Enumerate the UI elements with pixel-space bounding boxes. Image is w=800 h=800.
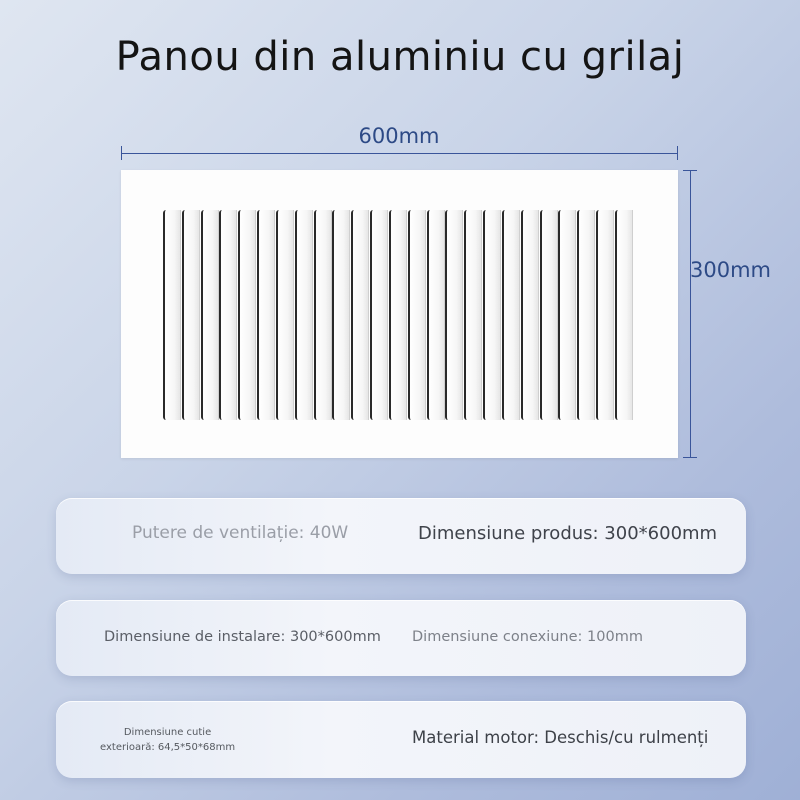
grille-slat — [502, 210, 520, 420]
grille-slat — [445, 210, 463, 420]
height-dimension-tick-bottom — [683, 457, 697, 458]
grille-slat — [201, 210, 219, 420]
height-dimension-label: 300mm — [690, 258, 771, 282]
grille-slat — [615, 210, 633, 420]
grille-panel-image — [121, 170, 678, 458]
spec-box-dimension — [100, 725, 235, 755]
grille-slat — [182, 210, 200, 420]
spec-connection-dimension: Dimensiune conexiune: 100mm — [412, 629, 643, 645]
spec-ventilation-power: Putere de ventilație: 40W — [132, 523, 349, 543]
grille-slat — [314, 210, 332, 420]
grille-slat — [163, 210, 181, 420]
grille-slat — [332, 210, 350, 420]
grille-slat — [558, 210, 576, 420]
spec-product-dimension: Dimensiune produs: 300*600mm — [418, 523, 718, 544]
grille-slat — [464, 210, 482, 420]
grille-slat — [596, 210, 614, 420]
width-dimension-tick-right — [677, 146, 678, 160]
grille-slat — [408, 210, 426, 420]
page-title: Panou din aluminiu cu grilaj — [115, 34, 685, 80]
width-dimension-line — [121, 153, 678, 154]
height-dimension-line — [690, 170, 691, 458]
width-dimension-label: 600mm — [358, 124, 440, 148]
grille-slat — [238, 210, 256, 420]
grille-slat — [295, 210, 313, 420]
grille-slat — [370, 210, 388, 420]
spec-install-dimension: Dimensiune de instalare: 300*600mm — [104, 629, 381, 645]
grille-slat — [540, 210, 558, 420]
grille-slat — [577, 210, 595, 420]
grille-slats — [163, 210, 633, 420]
spec-box-dimension-line2: exterioară: 64,5*50*68mm — [100, 742, 236, 753]
grille-slat — [389, 210, 407, 420]
spec-box-dimension-line1: Dimensiune cutie — [123, 727, 212, 738]
grille-slat — [351, 210, 369, 420]
grille-slat — [257, 210, 275, 420]
spec-card-2 — [56, 600, 746, 676]
grille-slat — [483, 210, 501, 420]
spec-card-1 — [56, 498, 746, 574]
spec-motor-material: Material motor: Deschis/cu rulmenți — [412, 728, 709, 747]
grille-slat — [219, 210, 237, 420]
grille-slat — [276, 210, 294, 420]
grille-slat — [427, 210, 445, 420]
spec-card-3 — [56, 701, 746, 778]
grille-slat — [521, 210, 539, 420]
